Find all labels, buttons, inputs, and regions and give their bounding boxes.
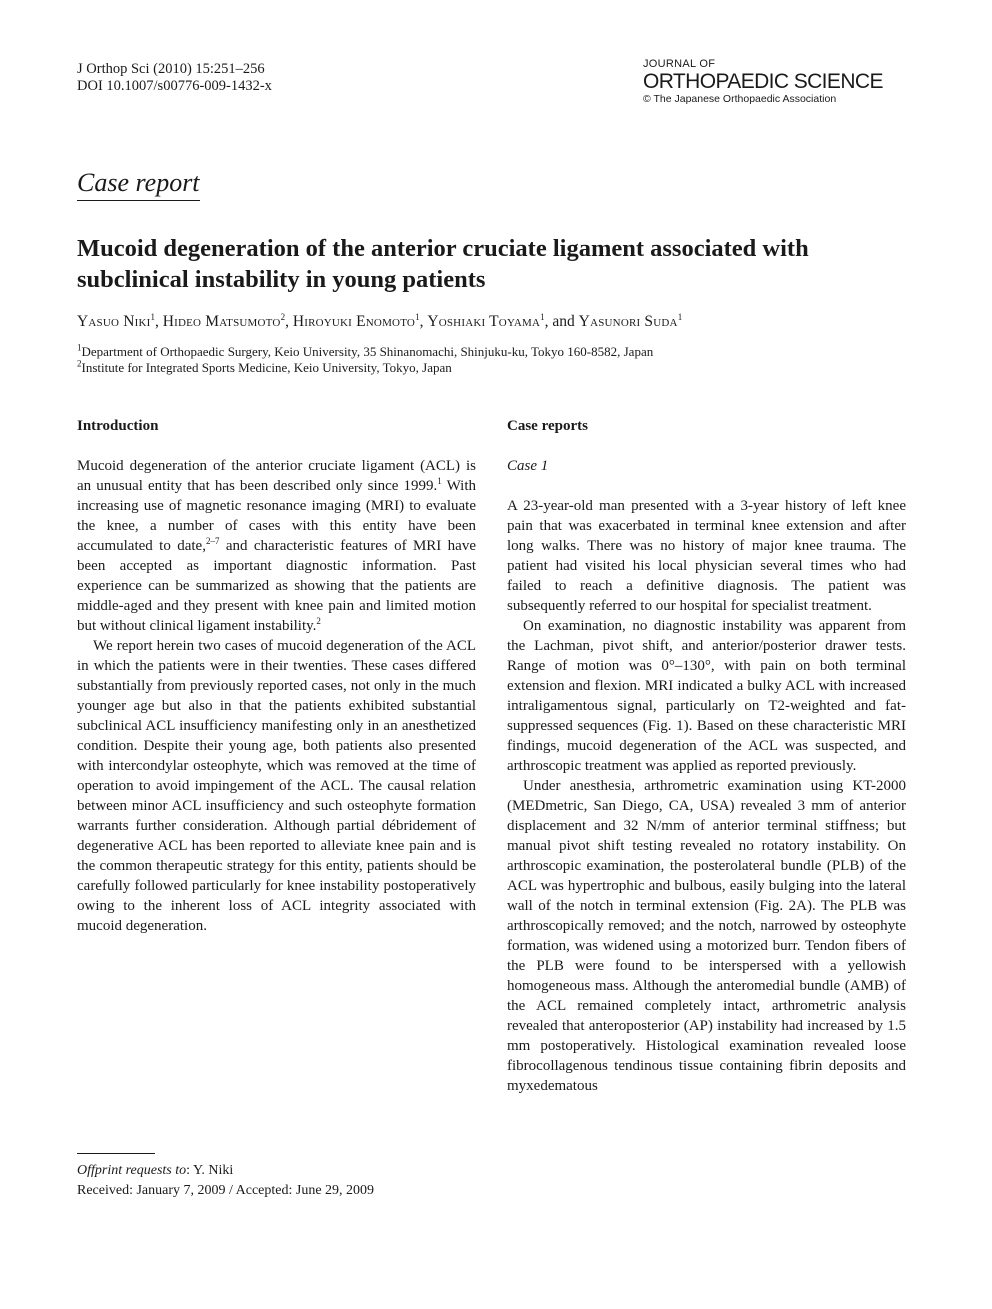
author-name: Yasunori Suda [578,313,678,330]
affiliation-line [77,360,653,376]
affiliation-line [77,344,653,360]
author-affil-mark: 1 [540,311,545,322]
citation-ref: 2–7 [205,536,220,546]
citation-block [77,61,272,95]
case-paragraph-1: A 23-year-old man presented with a 3-year history of left knee pain that was exacerbated in terminal knee extension and after long walks. There was no history of major knee trauma. The patient had visited his local physician several times who had failed to reach a definitive diagnosis. The patient was subsequently referred to our hospital for specialist treatment. [507,498,906,614]
introduction-heading: Introduction [77,418,159,434]
citation: J Orthop Sci (2010) 15:251–256 [77,61,265,77]
author-separator: , [154,313,163,330]
offprint-label: Offprint requests to [77,1163,187,1178]
author-affil-mark: 1 [150,311,155,322]
doi: DOI 10.1007/s00776-009-1432-x [77,78,272,94]
author-affil-mark: 2 [280,311,286,322]
author-separator: , [419,313,428,330]
section-label: Case report [77,168,200,201]
author-separator: , [285,313,293,330]
author-affil-mark: 1 [677,311,683,322]
footnote-rule [77,1153,155,1154]
journal-logo [643,58,905,106]
journal-name: ORTHOPAEDIC SCIENCE [643,70,883,93]
case-paragraph-2: On examination, no diagnostic instability was apparent from the Lachman, pivot shift, and anterior/posterior drawer tests. Range of motion was 0°–130°, with pain on both terminal extension and flexion. MRI indicated a bulky ACL with increased intraligamentous signal, particularly on T2-weighted and fat-suppressed sequences (Fig. 1). Based on these characteristic MRI findings, mucoid degeneration of the ACL was suspected, and arthroscopic treatment was applied as reported previously. [507,618,906,774]
offprint-line [77,1161,374,1181]
author-name: Hideo Matsumoto [162,313,281,330]
author-name: Yasuo Niki [77,313,151,330]
affiliation-mark: 1 [77,342,82,353]
intro-text: Mucoid degeneration of the anterior cruciate ligament (ACL) is an unusual entity that has been described only since 1999. [77,458,476,494]
introduction-column [77,416,476,936]
intro-paragraph-2: We report herein two cases of mucoid degeneration of the ACL in which the patients were in their twenties. These cases differed substantially from previously reported cases, not only in the much younger age but also in that the patients exhibited substantial subclinical ACL insufficiency manifesting only in an anesthetized condition. Despite their young age, both patients also presented with intercondylar osteophyte, which was removed at the time of operation to avoid impingement of the ACL. The causal relation between minor ACL insufficiency and such osteophyte formation warrants further consideration. Although partial débridement of degenerative ACL has been reported to alleviate knee pain and is the common therapeutic strategy for this entity, patients should be carefully followed particularly for knee instability postoperatively owing to the inherent loss of ACL integrity associated with mucoid degeneration. [77,638,476,934]
citation-ref: 1 [437,476,442,486]
author-affil-mark: 1 [415,311,420,322]
author-name: Hiroyuki Enomoto [292,313,416,330]
citation-ref: 2 [316,616,321,626]
case-reports-heading: Case reports [507,418,588,434]
author-name: Yoshiaki Toyama [427,313,541,330]
intro-text: and characteristic features of MRI have been accepted as important diagnostic information. Past experience can be summarized as showing that the patients are middle-aged and they present with knee pain and limited motion but without clinical ligament instability. [77,538,476,634]
affiliations [77,344,653,376]
intro-text: With increasing use of magnetic resonance imaging (MRI) to evaluate the knee, a number of cases with this entity have been accumulated to date, [77,478,477,554]
affiliation-text: Institute for Integrated Sports Medicine, Keio University, Tokyo, Japan [81,360,452,375]
affiliation-mark: 2 [77,358,82,369]
intro-paragraph-1 [77,456,476,636]
author-separator: , and [544,313,579,330]
case-reports-column [507,416,906,1096]
affiliation-text: Department of Orthopaedic Surgery, Keio University, 35 Shinanomachi, Shinjuku-ku, Tokyo 160-8582, Japan [81,344,654,359]
article-title: Mucoid degeneration of the anterior cruciate ligament associated with subclinical instability in young patients [77,235,809,293]
received-line: Received: January 7, 2009 / Accepted: June 29, 2009 [77,1183,375,1198]
author-list [77,312,682,332]
journal-of: JOURNAL OF [643,58,716,70]
journal-association: © The Japanese Orthopaedic Association [643,93,837,105]
offprint-name: : Y. Niki [186,1163,234,1178]
footnote [77,1161,374,1201]
case-1-subheading: Case 1 [507,458,549,474]
case-paragraph-3: Under anesthesia, arthrometric examination using KT-2000 (MEDmetric, San Diego, CA, USA) revealed 3 mm of anterior displacement and 32 N/mm of anterior terminal stiffness; but manual pivot shift testing revealed no rotatory instability. On arthroscopic examination, the posterolateral bundle (PLB) of the ACL was hypertrophic and bulbous, easily bulging into the lateral wall of the notch in terminal extension (Fig. 2A). The PLB was arthroscopically removed; and the notch, narrowed by osteophyte formation, was widened using a motorized burr. Tendon fibers of the PLB were found to be interspersed with a yellowish homogeneous mass. Although the anteromedial bundle (AMB) of the ACL remained completely intact, arthrometric analysis revealed that anteroposterior (AP) instability had increased by 1.5 mm postoperatively. Histological examination revealed loose fibrocollagenous tendinous tissue containing fibrin deposits and myxedematous [507,778,906,1094]
